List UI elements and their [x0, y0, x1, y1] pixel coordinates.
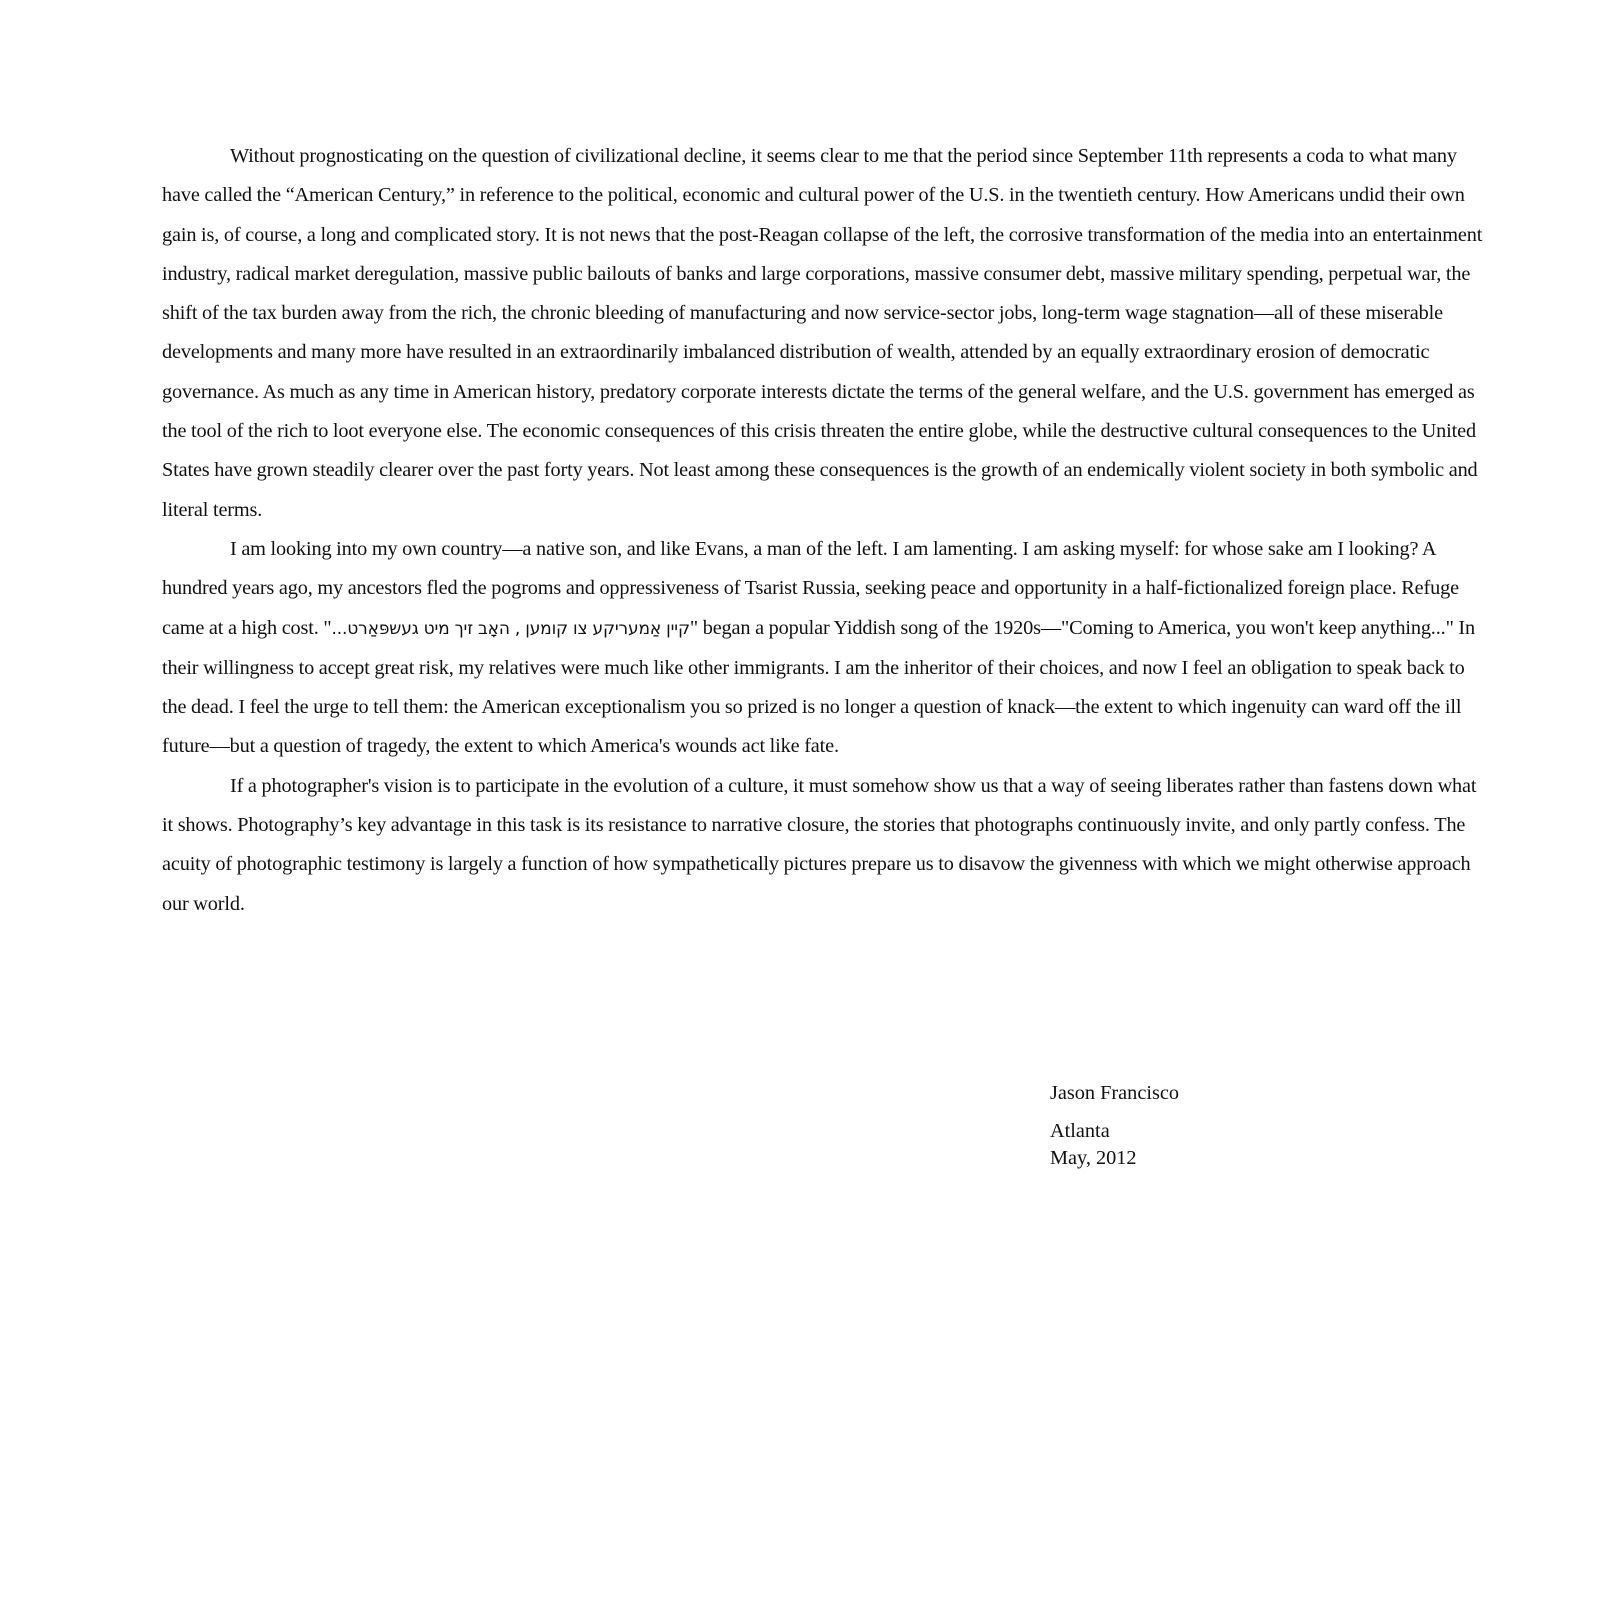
- signature-block: [1050, 1080, 1179, 1172]
- paragraph-2: [162, 530, 1483, 767]
- signature-place: Atlanta: [1050, 1120, 1110, 1142]
- signature-date: May, 2012: [1050, 1147, 1137, 1169]
- author-name: Jason Francisco: [1050, 1082, 1179, 1104]
- paragraph-2-text-after-quote: " began a popular Yiddish song of the 1920s—"Coming to America, you won't keep anything..." In their willingness to accept great risk, my relatives were much like other immigrants. I am the inheritor of their choices, and now I feel an obligation to speak back to the dead. I feel the urge to tell them: the American exceptionalism you so prized is no longer a question of knack—the extent to which ingenuity can ward off the ill future—but a question of tragedy, the extent to which America's wounds act like fate.: [162, 616, 1476, 758]
- paragraph-1: Without prognosticating on the question of civilizational decline, it seems clear to me that the period since September 11th represents a coda to what many have called the “American Century,” in reference to the political, economic and cultural power of the U.S. in the twentieth century. How Americans undid their own gain is, of course, a long and complicated story. It is not news that the post-Reagan collapse of the left, the corrosive transformation of the media into an entertainment industry, radical market deregulation, massive public bailouts of banks and large corporations, massive consumer debt, massive military spending, perpetual war, the shift of the tax burden away from the rich, the chronic bleeding of manufacturing and now service-sector jobs, long-term wage stagnation—all of these miserable developments and many more have resulted in an extraordinarily imbalanced distribution of wealth, attended by an equally extraordinary erosion of democratic governance. As much as any time in American history, predatory corporate interests dictate the terms of the general welfare, and the U.S. government has emerged as the tool of the rich to loot everyone else. The economic consequences of this crisis threaten the entire globe, while the destructive cultural consequences to the United States have grown steadily clearer over the past forty years. Not least among these consequences is the growth of an endemically violent society in both symbolic and literal terms.: [162, 145, 1483, 521]
- paragraph-2-text-before-quote: I am looking into my own country—a native son, and like Evans, a man of the left. I am lamenting. I am asking myself: for whose sake am I looking? A hundred years ago, my ancestors fled the pogroms and oppressiveness of Tsarist Russia, seeking peace and opportunity in a half-fictionalized foreign place. Refuge came at a high cost. ": [162, 537, 1459, 639]
- essay-body: [162, 137, 1483, 924]
- yiddish-quote: קיין אַמעריקע צו קומען , האָב זיך מיט געשפּאַרט...: [331, 618, 690, 639]
- paragraph-3: If a photographer's vision is to participate in the evolution of a culture, it must somehow show us that a way of seeing liberates rather than fastens down what it shows. Photography’s key advantage in this task is its resistance to narrative closure, the stories that photographs continuously invite, and only partly confess. The acuity of photographic testimony is largely a function of how sympathetically pictures prepare us to disavow the givenness with which we might otherwise approach our world.: [162, 774, 1477, 915]
